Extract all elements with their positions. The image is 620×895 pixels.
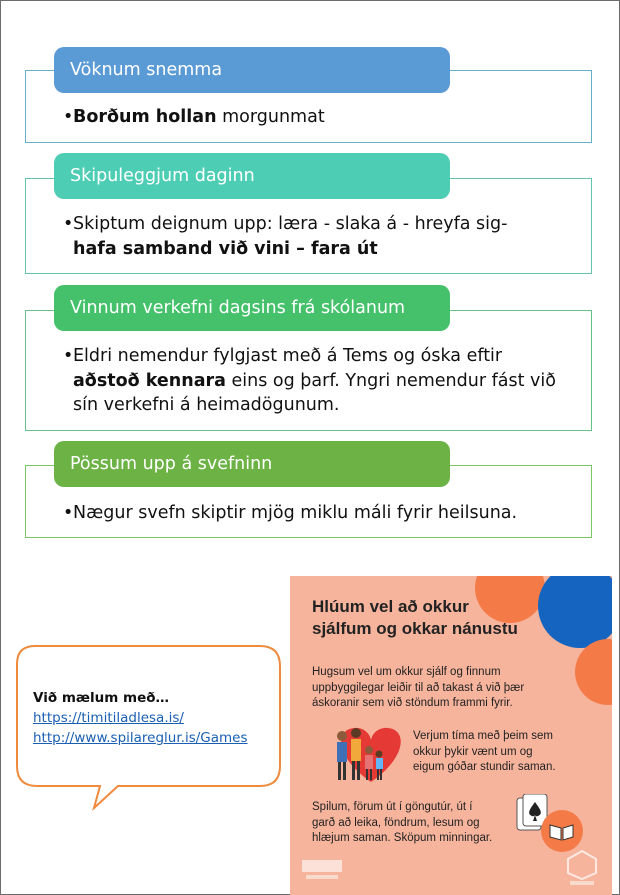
text-run: eins og þarf. Yngri nemendur fást við: [225, 370, 556, 391]
poster-family-text: [413, 729, 603, 776]
poster-line: Hugsum vel um okkur sjálf og finnum: [312, 666, 501, 678]
logo-right: [562, 849, 602, 889]
section-header-4: Pössum upp á svefninn: [54, 441, 450, 487]
bullet-icon: •: [63, 503, 74, 523]
text-line: sín verkefni á heimadögunum.: [73, 395, 340, 415]
text-run: Borðum hollan: [73, 107, 217, 127]
section-header-1: Vöknum snemma: [54, 47, 450, 93]
family-heart-icon: [326, 720, 416, 790]
bullet-icon: •: [63, 107, 74, 127]
poster-line: hlæjum saman. Sköpum minningar.: [312, 832, 493, 844]
text-line: Skiptum deignum upp: læra - slaka á - hreyfa sig-: [73, 214, 508, 234]
poster-activities-text: [312, 800, 527, 847]
link-timitiladlesa[interactable]: https://timitiladlesa.is/: [33, 710, 184, 726]
poster-line: áskoranir sem við stöndum frammi fyrir.: [312, 697, 513, 709]
callout-content: [33, 688, 248, 748]
wellbeing-poster: [290, 576, 612, 895]
section-header-2: Skipuleggjum daginn: [54, 153, 450, 199]
text-run: Nægur svefn skiptir mjög miklu máli fyrir heilsuna.: [73, 503, 518, 523]
text-run: aðstoð kennara: [73, 370, 226, 391]
poster-title-line: sjálfum og okkar nánustu: [312, 619, 518, 638]
text-line: Eldri nemendur fylgjast með á Tems og óska eftir: [73, 346, 503, 366]
poster-title: [312, 596, 542, 640]
cards-book-icon: [515, 794, 585, 854]
poster-line: Spilum, förum út í göngutúr, út í: [312, 801, 473, 813]
text-run: morgunmat: [216, 107, 325, 127]
poster-line: eigum góðar stundir saman.: [413, 761, 556, 773]
logo-left: [298, 854, 358, 890]
callout-heading: Við mælum með…: [33, 690, 170, 706]
bullet-icon: •: [63, 346, 74, 366]
bullet-icon: •: [63, 214, 74, 234]
link-spilareglur[interactable]: http://www.spilareglur.is/Games: [33, 730, 248, 746]
poster-line: uppbyggilegar leiðir til að takast á við þær: [312, 681, 525, 694]
text-line: hafa samband við vini – fara út: [73, 238, 378, 259]
poster-line: okkur þykir vænt um og: [413, 745, 533, 758]
poster-line: Verjum tíma með þeim sem: [413, 730, 553, 742]
section-header-3: Vinnum verkefni dagsins frá skólanum: [54, 285, 450, 331]
poster-intro: [312, 665, 592, 712]
poster-line: garð að leika, föndrum, lesum og: [312, 816, 480, 829]
poster-title-line: Hlúum vel að okkur: [312, 597, 469, 616]
